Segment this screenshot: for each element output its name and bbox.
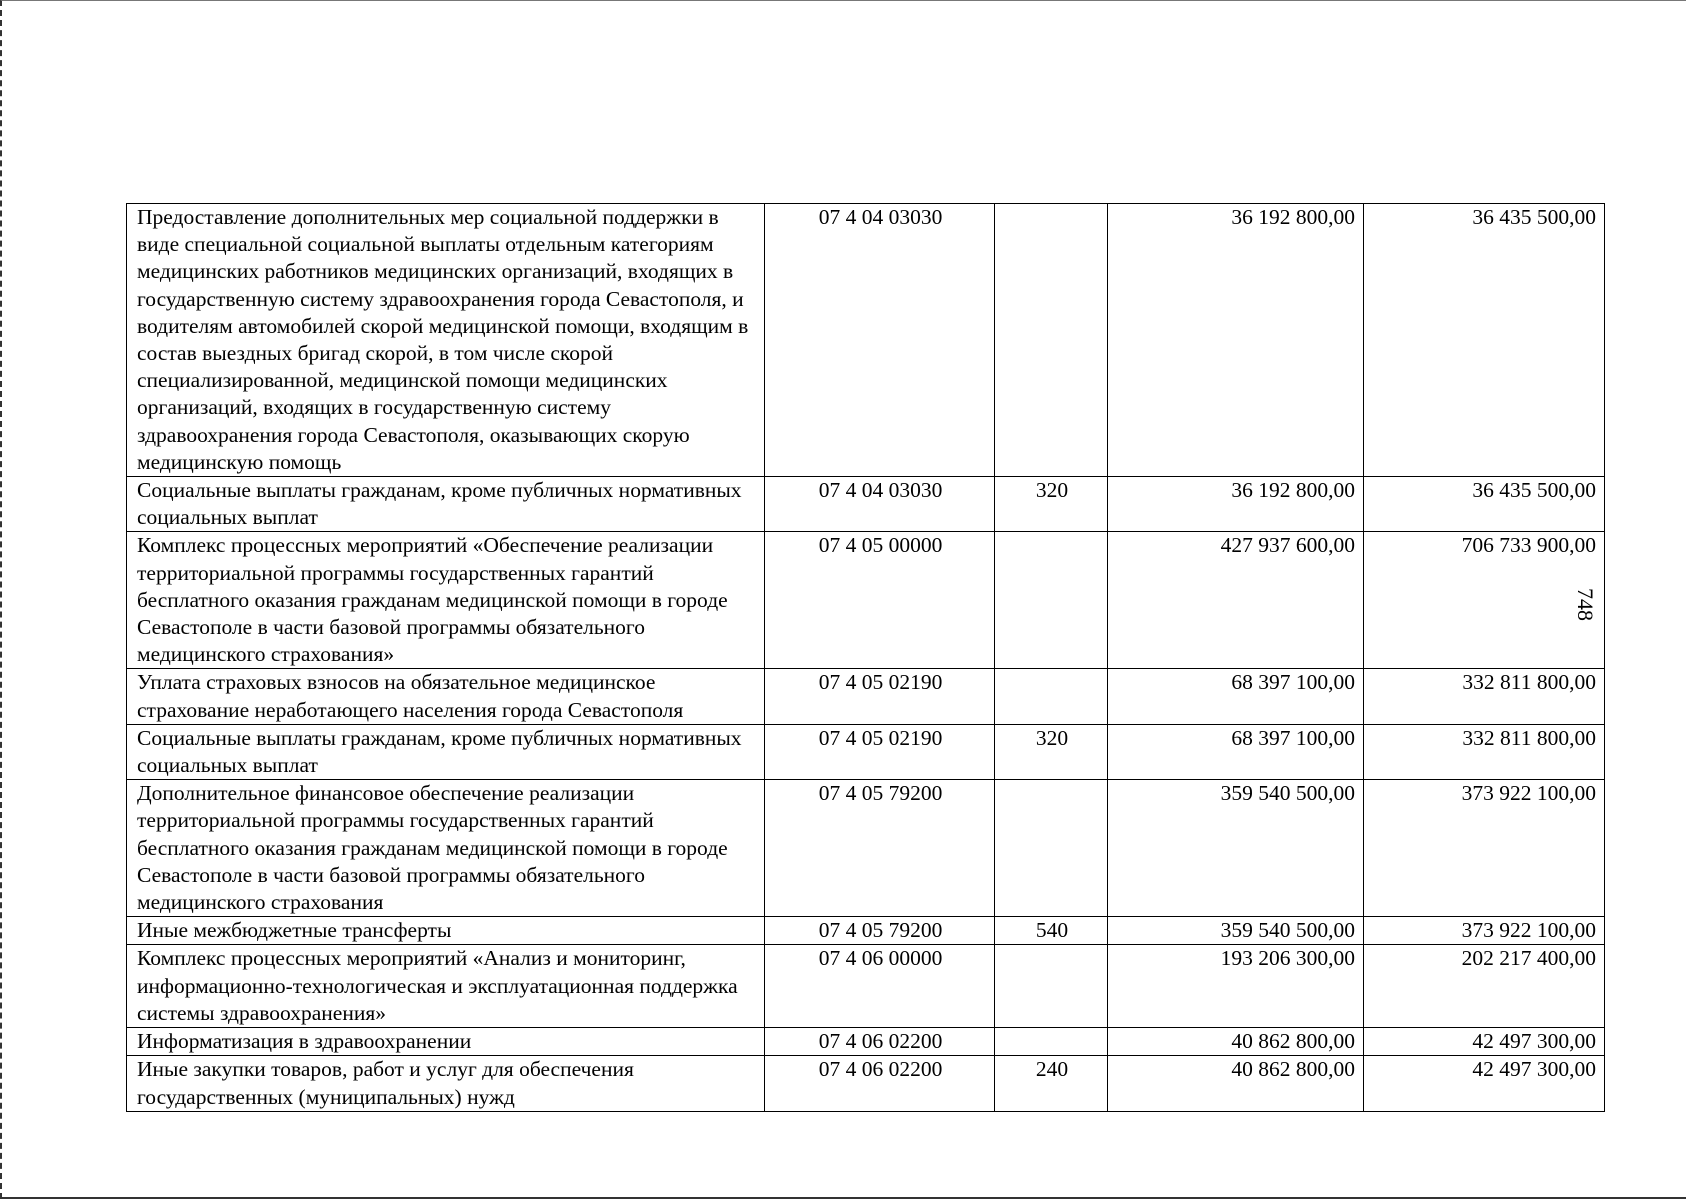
table-row	[127, 477, 1605, 532]
row-code: 07 4 05 02190	[765, 724, 995, 779]
row-amount-2: 332 811 800,00	[1364, 669, 1605, 724]
page-number: 748	[1573, 588, 1598, 621]
row-expense-type: 320	[995, 724, 1108, 779]
row-amount-2: 332 811 800,00	[1364, 724, 1605, 779]
row-expense-type	[995, 532, 1108, 669]
row-name: Комплекс процессных мероприятий «Анализ и мониторинг, информационно-технологическая и эксплуатационная поддержка системы здравоохранения»	[127, 945, 765, 1028]
row-code: 07 4 06 00000	[765, 945, 995, 1028]
row-expense-type	[995, 669, 1108, 724]
row-name: Социальные выплаты гражданам, кроме публичных нормативных социальных выплат	[127, 724, 765, 779]
row-name: Предоставление дополнительных мер социальной поддержки в виде специальной социальной выплаты отдельным категориям медицинских работников медицинских организаций, входящих в государственную систему здравоохранения города Севастополя, и водителям автомобилей скорой медицинской помощи, входящим в состав выездных бригад скорой, в том числе скорой специализированной, медицинской помощи медицинских организаций, входящих в государственную систему здравоохранения города Севастополя, оказывающих скорую медицинскую помощь	[127, 204, 765, 477]
row-expense-type	[995, 204, 1108, 477]
table-row	[127, 1028, 1605, 1056]
row-amount-1: 40 862 800,00	[1108, 1056, 1364, 1111]
row-name: Иные межбюджетные трансферты	[127, 917, 765, 945]
table-row	[127, 669, 1605, 724]
row-amount-1: 427 937 600,00	[1108, 532, 1364, 669]
row-name: Уплата страховых взносов на обязательное медицинское страхование неработающего населения города Севастополя	[127, 669, 765, 724]
budget-table	[126, 203, 1605, 1112]
row-amount-1: 36 192 800,00	[1108, 204, 1364, 477]
row-amount-2: 42 497 300,00	[1364, 1028, 1605, 1056]
row-expense-type: 540	[995, 917, 1108, 945]
row-amount-1: 36 192 800,00	[1108, 477, 1364, 532]
row-code: 07 4 06 02200	[765, 1028, 995, 1056]
row-amount-2: 202 217 400,00	[1364, 945, 1605, 1028]
table-row	[127, 204, 1605, 477]
row-code: 07 4 04 03030	[765, 477, 995, 532]
row-code: 07 4 05 79200	[765, 917, 995, 945]
row-expense-type	[995, 1028, 1108, 1056]
row-name: Комплекс процессных мероприятий «Обеспечение реализации территориальной программы государственных гарантий бесплатного оказания гражданам медицинской помощи в городе Севастополе в части базовой программы обязательного медицинского страхования»	[127, 532, 765, 669]
row-amount-1: 40 862 800,00	[1108, 1028, 1364, 1056]
row-amount-2: 706 733 900,00	[1364, 532, 1605, 669]
table-row	[127, 780, 1605, 917]
row-expense-type: 320	[995, 477, 1108, 532]
row-amount-1: 359 540 500,00	[1108, 780, 1364, 917]
row-name: Дополнительное финансовое обеспечение реализации территориальной программы государственных гарантий бесплатного оказания гражданам медицинской помощи в городе Севастополе в части базовой программы обязательного медицинского страхования	[127, 780, 765, 917]
row-expense-type	[995, 780, 1108, 917]
row-amount-2: 36 435 500,00	[1364, 204, 1605, 477]
row-amount-2: 42 497 300,00	[1364, 1056, 1605, 1111]
row-expense-type: 240	[995, 1056, 1108, 1111]
row-code: 07 4 04 03030	[765, 204, 995, 477]
row-amount-1: 359 540 500,00	[1108, 917, 1364, 945]
row-code: 07 4 05 00000	[765, 532, 995, 669]
row-name: Иные закупки товаров, работ и услуг для обеспечения государственных (муниципальных) нужд	[127, 1056, 765, 1111]
row-code: 07 4 05 79200	[765, 780, 995, 917]
row-amount-1: 193 206 300,00	[1108, 945, 1364, 1028]
row-name: Информатизация в здравоохранении	[127, 1028, 765, 1056]
row-amount-2: 373 922 100,00	[1364, 917, 1605, 945]
table-row	[127, 945, 1605, 1028]
table-row	[127, 724, 1605, 779]
row-amount-2: 36 435 500,00	[1364, 477, 1605, 532]
row-expense-type	[995, 945, 1108, 1028]
row-amount-1: 68 397 100,00	[1108, 724, 1364, 779]
table-row	[127, 917, 1605, 945]
row-code: 07 4 05 02190	[765, 669, 995, 724]
row-name: Социальные выплаты гражданам, кроме публичных нормативных социальных выплат	[127, 477, 765, 532]
table-row	[127, 532, 1605, 669]
table-row	[127, 1056, 1605, 1111]
row-code: 07 4 06 02200	[765, 1056, 995, 1111]
row-amount-1: 68 397 100,00	[1108, 669, 1364, 724]
row-amount-2: 373 922 100,00	[1364, 780, 1605, 917]
